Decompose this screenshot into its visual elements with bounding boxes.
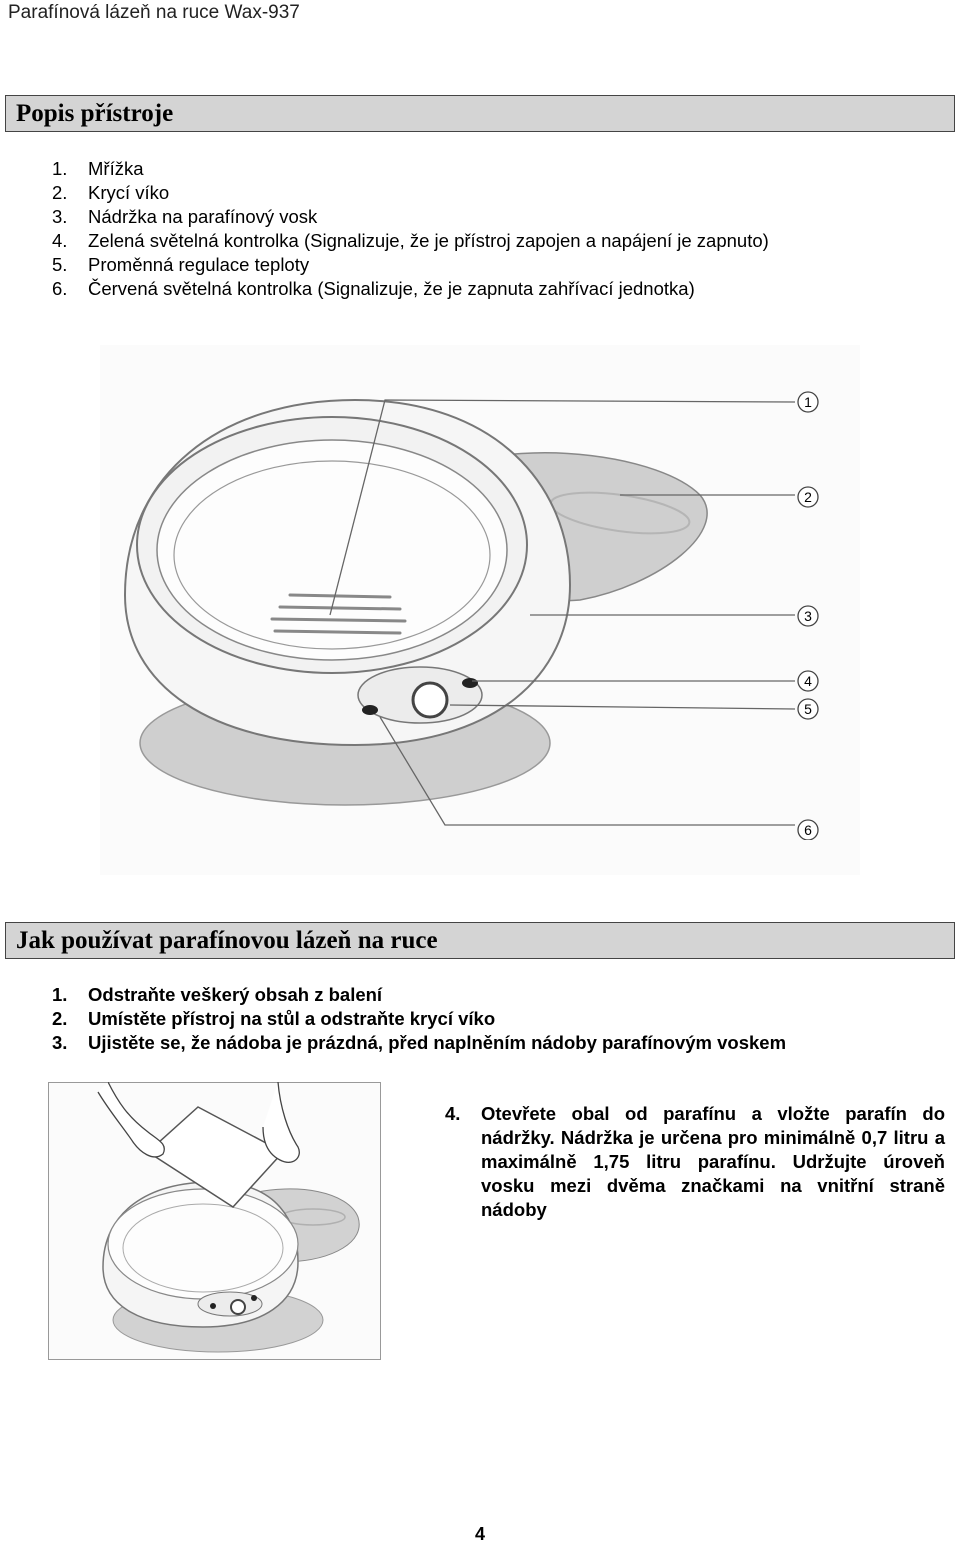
step-item: [52, 983, 786, 1007]
step-number: 2.: [52, 1008, 68, 1029]
item-number: 5.: [52, 254, 68, 275]
item-text: Krycí víko: [88, 182, 170, 203]
parts-list-item: [52, 229, 769, 253]
item-number: 6.: [52, 278, 68, 299]
item-number: 3.: [52, 206, 68, 227]
temperature-dial: [231, 1300, 245, 1314]
section-heading-bar: [5, 95, 955, 132]
section-heading-usage: Jak používat parafínovou lázeň na ruce: [16, 927, 438, 954]
item-number: 1.: [52, 158, 68, 179]
steps-list: [52, 983, 786, 1055]
callout-5: [798, 699, 818, 719]
parts-list: [52, 157, 769, 301]
step-text: Umístěte přístroj na stůl a odstraňte krycí víko: [88, 1008, 496, 1029]
indicator-light-red: [462, 678, 478, 688]
step4-illustration: [48, 1082, 381, 1360]
section-heading-bar: [5, 922, 955, 959]
page-number: 4: [474, 1524, 485, 1544]
callout-label: 1: [804, 394, 812, 410]
callout-1: [798, 392, 818, 412]
item-text: Zelená světelná kontrolka (Signalizuje, že je přístroj zapojen a napájení je zapnuto): [88, 230, 769, 251]
document-header-title: Parafínová lázeň na ruce Wax-937: [8, 2, 300, 23]
callout-label: 2: [804, 489, 812, 505]
temperature-dial: [413, 683, 447, 717]
parts-list-item: [52, 253, 769, 277]
item-text: Mřížka: [88, 158, 144, 179]
item-number: 4.: [52, 230, 68, 251]
item-text: Nádržka na parafínový vosk: [88, 206, 318, 227]
callout-markers: [793, 390, 823, 840]
callout-label: 4: [804, 673, 812, 689]
step-number: 4.: [445, 1103, 461, 1124]
section-heading-description: Popis přístroje: [16, 100, 174, 127]
item-text: Proměnná regulace teploty: [88, 254, 310, 275]
step-4-text-block: [445, 1102, 945, 1222]
callout-6: [798, 820, 818, 840]
step-item: [52, 1031, 786, 1055]
product-diagram: [100, 345, 860, 875]
item-number: 2.: [52, 182, 68, 203]
step-item: [52, 1007, 786, 1031]
callout-2: [798, 487, 818, 507]
callout-label: 3: [804, 608, 812, 624]
step-text: Ujistěte se, že nádoba je prázdná, před naplněním nádoby parafínovým voskem: [88, 1032, 787, 1053]
parts-list-item: [52, 181, 769, 205]
callout-3: [798, 606, 818, 626]
step-text: Odstraňte veškerý obsah z balení: [88, 984, 383, 1005]
bowl-inner-rim: [157, 440, 507, 660]
callout-label: 6: [804, 822, 812, 838]
step-number: 3.: [52, 1032, 68, 1053]
step-number: 1.: [52, 984, 68, 1005]
callout-label: 5: [804, 701, 812, 717]
callout-4: [798, 671, 818, 691]
step-text: Otevřete obal od parafínu a vložte parafín do nádržky. Nádržka je určena pro minimálně 0,7 litru a maximálně 1,75 litru parafínu. Udržujte úroveň vosku mezi dvěma značkami na vnitřní straně nádoby: [481, 1103, 945, 1220]
indicator-light-green: [362, 705, 378, 715]
parts-list-item: [52, 277, 769, 301]
parts-list-item: [52, 157, 769, 181]
parts-list-item: [52, 205, 769, 229]
item-text: Červená světelná kontrolka (Signalizuje, že je zapnuta zahřívací jednotka): [88, 278, 695, 299]
